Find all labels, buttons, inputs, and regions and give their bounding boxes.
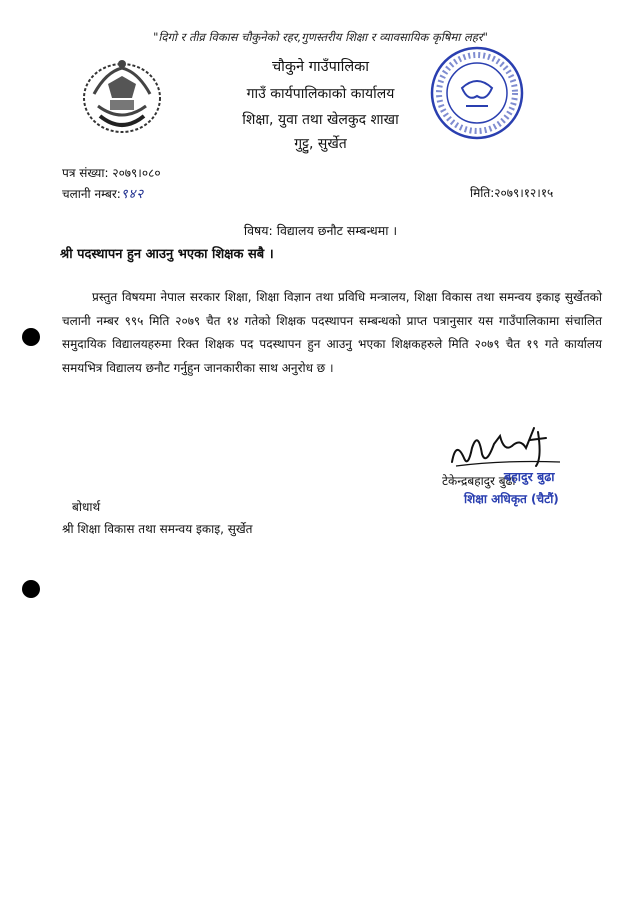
- municipality-name: चौकुने गाउँपालिका: [271, 59, 370, 75]
- reference-number: [62, 164, 161, 181]
- motto-line: "दिगो र तीव्र विकास चौकुनेको रहर,गुणस्तरीय शिक्षा र व्यावसायिक कृषिमा लहर": [153, 30, 488, 44]
- cc-recipient: श्री शिक्षा विकास तथा समन्वय इकाइ, सुर्खेत: [62, 522, 253, 536]
- dispatch-number: [62, 184, 144, 202]
- reference-label: पत्र संख्या:: [62, 166, 109, 180]
- office-location: गुट्टु, सुर्खेत: [294, 136, 347, 152]
- office-name: गाउँ कार्यपालिकाको कार्यालय: [246, 86, 395, 102]
- date-value: २०७९।१२।१५: [494, 186, 554, 200]
- dispatch-value: ९४२: [120, 187, 145, 202]
- dispatch-label: चलानी नम्बर:: [62, 187, 121, 201]
- stamp-name-text: बहादुर बुढा: [504, 469, 555, 484]
- stamp-title-text: शिक्षा अधिकृत (चैटौं): [464, 492, 559, 506]
- letter-date: [470, 184, 553, 201]
- letter-body: प्रस्तुत विषयमा नेपाल सरकार शिक्षा, शिक्षा विज्ञान तथा प्रविधि मन्त्रालय, शिक्षा विकास तथा समन्वय इकाइ सुर्खेतको चलानी नम्बर ९९५ मिति २०७९ चैत १४ गतेको शिक्षक पदस्थापन सम्बन्धको प्राप्त पत्रानुसार यस गाउँपालिकामा संचालित समुदायिक विद्यालयहरुमा रिक्त शिक्षक पद पदस्थापन हुन आउनु भएका शिक्षकहरुले मिति २०७९ चैत १९ गते कार्यालय समयभित्र विद्यालय छनौट गर्नुहुन जानकारीका साथ अनुरोध छ ।: [62, 290, 602, 375]
- date-label: मिति:: [470, 186, 495, 200]
- cc-label: बोधार्थ: [72, 500, 101, 514]
- letter-subject: विषय: विद्यालय छनौट सम्बन्धमा ।: [243, 223, 398, 238]
- designation-stamp: [448, 468, 588, 514]
- signer-name: टेकेन्द्रबहादुर बुढा: [442, 474, 516, 488]
- punch-hole-mark: [22, 580, 40, 598]
- reference-value: २०७९।०८०: [112, 166, 161, 180]
- punch-hole-mark: [22, 328, 40, 346]
- letter-addressee: श्री पदस्थापन हुन आउनु भएका शिक्षक सबै ।: [60, 247, 274, 262]
- section-name: शिक्षा, युवा तथा खेलकुद शाखा: [242, 112, 399, 128]
